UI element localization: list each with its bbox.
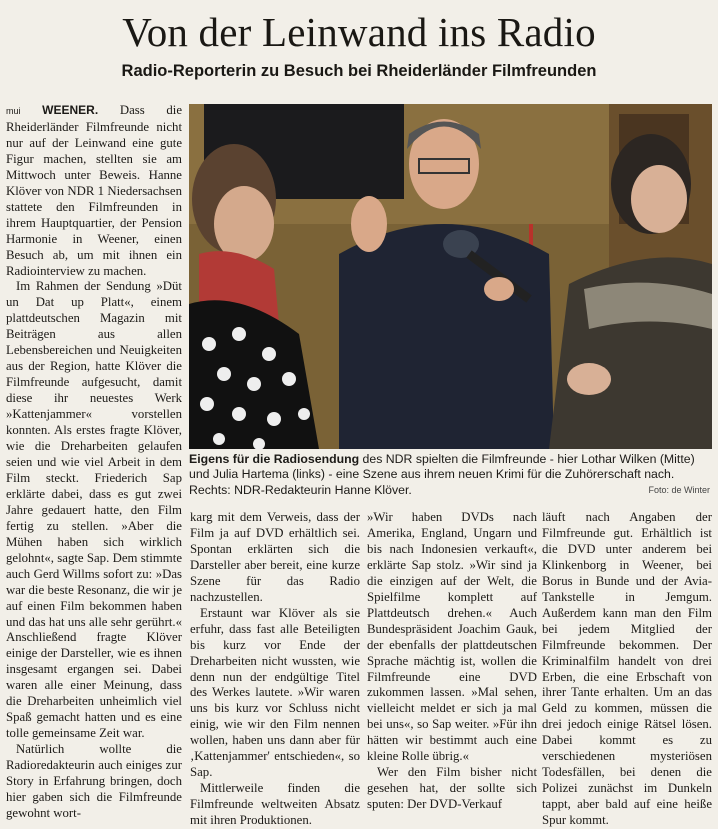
photo-caption — [189, 452, 712, 502]
paragraph: Natürlich wollte die Radioredakteurin auch einiges zur Story in Erfahrung bringen, doch hier gaben sich die Filmfreunde gewohnt wort- — [6, 742, 182, 820]
caption-lead: Eigens für die Radiosendung — [189, 452, 360, 466]
article-column-3 — [367, 510, 537, 812]
dateline-author: mui — [6, 106, 21, 116]
paragraph: »Wir haben DVDs nach Amerika, England, Ungarn und bis nach Indonesien verkauft«, erklärte Sap stolz. »Wir sind ja die einzigen auf der Welt, die Spielfilme komplett auf Plattdeutsch drehen.« Auch Bundespräsident Joachim Gauk, der ebenfalls der plattdeutschen Sprache mächtig ist, wollen die Filmfreunde eine DVD zukommen lassen. »Mal sehen, vielleicht meldet er sich ja mal bei uns«, so Sap weiter. »Für ihn hätten wir bestimmt auch eine kleine Rolle übrig.« — [367, 510, 537, 764]
paragraph: karg mit dem Verweis, dass der Film ja auf DVD erhältlich sei. Spontan erklärten sich die Darsteller aber bereit, eine kurze Szene für das Radio nachzustellen. — [190, 510, 360, 604]
article-column-1 — [6, 103, 182, 820]
photo-credit: Foto: de Winter — [648, 485, 710, 495]
paragraph — [6, 103, 182, 279]
article-column-4 — [542, 510, 712, 828]
article-photo — [189, 104, 712, 449]
article-subheadline: Radio-Reporterin zu Besuch bei Rheiderländer Filmfreunden — [121, 62, 597, 80]
caption-text: des NDR spielten die Filmfreunde - hier Lothar Wilken (Mitte) und Julia Hartema (links) - eine Szene aus ihrem neuen Krimi für die Zuhörerschaft nach. Rechts: NDR-Redakteurin Hanne Klöver. — [189, 452, 695, 497]
paragraph: Mittlerweile finden die Filmfreunde weltweiten Absatz mit ihren Produktionen. — [190, 781, 360, 828]
paragraph: Im Rahmen der Sendung »Düt un Dat up Platt«, einem plattdeutschen Magazin mit Beiträgen aus allen Lebensbereichen und Neuigkeiten aus der Region, hatte Klöver die Filmfreunde aufgesucht, damit diese ihr neuestes Werk »Kattenjammer« vorstellen konnten. Als erstes fragte Klöver, wie die Dreharbeiten gelaufen seien und wie viel Arbeit in dem Film steckt. Friederich Sap erklärte dabei, dass es gut zwei Jahre gedauert hatte, den Film fertig zu stellen. »Aber die Mühen haben sich wirklich gelohnt«, sagte Sap. Dem stimmte auch Gerd Willms sofort zu: »Das war die beste Resonanz, die wir je auf einen Film bekommen haben und das hat uns alle sehr gerührt.« Anschließend fragte Klöver einige der Darsteller, wie es ihnen insgesamt ergangen sei. Dabei waren alle einer Meinung, dass die Dreharbeiten unheimlich viel Spaß gemacht hatten und es eine tolle gemeinsame Zeit war. — [6, 279, 182, 741]
article-headline: Von der Leinwand ins Radio — [122, 9, 596, 55]
dateline-location: WEENER. — [42, 103, 99, 117]
paragraph: läuft nach Angaben der Filmfreunde gut. Erhältlich ist die DVD unter anderem bei Klinkenborg in Weener, bei Borus in Bunde und der Avia-Tankstelle in Jemgum. Außerdem kann man den Film bei jedem Mitglied der Filmfreunde bekommen. Der Kriminalfilm handelt von drei Erben, die eine Erbschaft von ihrer Tante erhalten. Um an das Geld zu kommen, müssen die drei jedoch einige Rätsel lösen. Dabei kommt es zu verschiedenen mysteriösen Todesfällen, bei denen die Polizei zunächst im Dunkeln tappt, aber bald auf eine heiße Spur kommt. — [542, 510, 712, 828]
paragraph-text: Dass die Rheiderländer Filmfreunde nicht nur auf der Leinwand eine gute Figur machen, stellten sie am Mittwoch unter Beweis. Hanne Klöver von NDR 1 Niedersachsen stattete den Filmfreunden in ihrem Hauptquartier, der Pension Harmonie in Weener, einen Besuch ab, um mit ihnen ein Radiointerview zu machen. — [6, 103, 182, 278]
paragraph: Erstaunt war Klöver als sie erfuhr, dass fast alle Beteiligten bis kurz vor Ende der Dreharbeiten nicht wussten, wie denn nun der endgültige Titel des Werkes lautete. »Wir waren uns bis kurz vor Schluss nicht einig, wie wir den Film nennen wollen, haben uns dann aber für ‚Kattenjammer' entschieden«, so Sap. — [190, 605, 360, 780]
paragraph: Wer den Film bisher nicht gesehen hat, der sollte sich sputen: Der DVD-Verkauf — [367, 765, 537, 812]
photo-illustration — [189, 104, 712, 449]
article-column-2 — [190, 510, 360, 828]
